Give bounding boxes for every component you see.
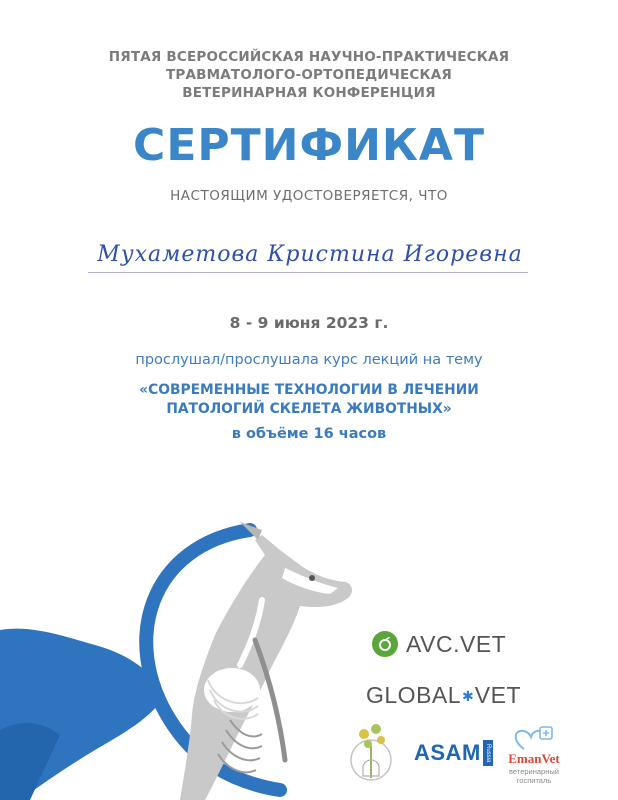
- course-hours: в объёме 16 часов: [231, 426, 387, 442]
- organizer-line: ПЯТАЯ ВСЕРОССИЙСКАЯ НАУЧНО-ПРАКТИЧЕСКАЯ: [108, 49, 510, 65]
- emanvet-subtitle: [494, 768, 574, 785]
- emanvet-subtitle-line: госпиталь: [516, 775, 552, 785]
- avc-vet-text: AVC.VET: [406, 630, 507, 657]
- snowflake-icon: ✱: [462, 689, 474, 705]
- avc-vet-logo: [372, 628, 506, 660]
- course-intro: прослушал/прослушала курс лекций на тему: [135, 352, 483, 368]
- certificate-title: СЕРТИФИКАТ: [133, 120, 485, 171]
- name-underline: [88, 272, 528, 273]
- emanvet-text: EmanVet: [508, 751, 560, 766]
- emanvet-subtitle-line: ветеринарный: [509, 767, 559, 776]
- apple-leaf-icon: [372, 631, 398, 657]
- global-vet-text-left: GLOBAL: [366, 682, 462, 708]
- asam-russia-label: Russia: [483, 740, 493, 766]
- event-dates: 8 - 9 июня 2023 г.: [229, 314, 389, 332]
- certify-text: НАСТОЯЩИМ УДОСТОВЕРЯЕТСЯ, ЧТО: [170, 188, 448, 204]
- asam-logo: [414, 740, 493, 766]
- asam-text: ASAM: [414, 740, 481, 765]
- tree-figure-icon: [348, 720, 394, 786]
- global-vet-logo: [366, 682, 521, 709]
- organizer-line: ВЕТЕРИНАРНАЯ КОНФЕРЕНЦИЯ: [182, 85, 436, 101]
- emanvet-logo: [494, 725, 574, 785]
- global-vet-text-right: VET: [474, 682, 522, 708]
- course-title: [0, 381, 618, 419]
- course-title-line: ПАТОЛОГИЙ СКЕЛЕТА ЖИВОТНЫХ»: [166, 401, 452, 417]
- organizer-line: ТРАВМАТОЛОГО-ОРТОПЕДИЧЕСКАЯ: [166, 67, 452, 83]
- recipient-name: Мухаметова Кристина Игоревна: [97, 242, 523, 267]
- heart-cross-icon: [494, 725, 574, 753]
- course-title-line: «СОВРЕМЕННЫЕ ТЕХНОЛОГИИ В ЛЕЧЕНИИ: [139, 382, 479, 398]
- organizer-heading: [0, 48, 618, 102]
